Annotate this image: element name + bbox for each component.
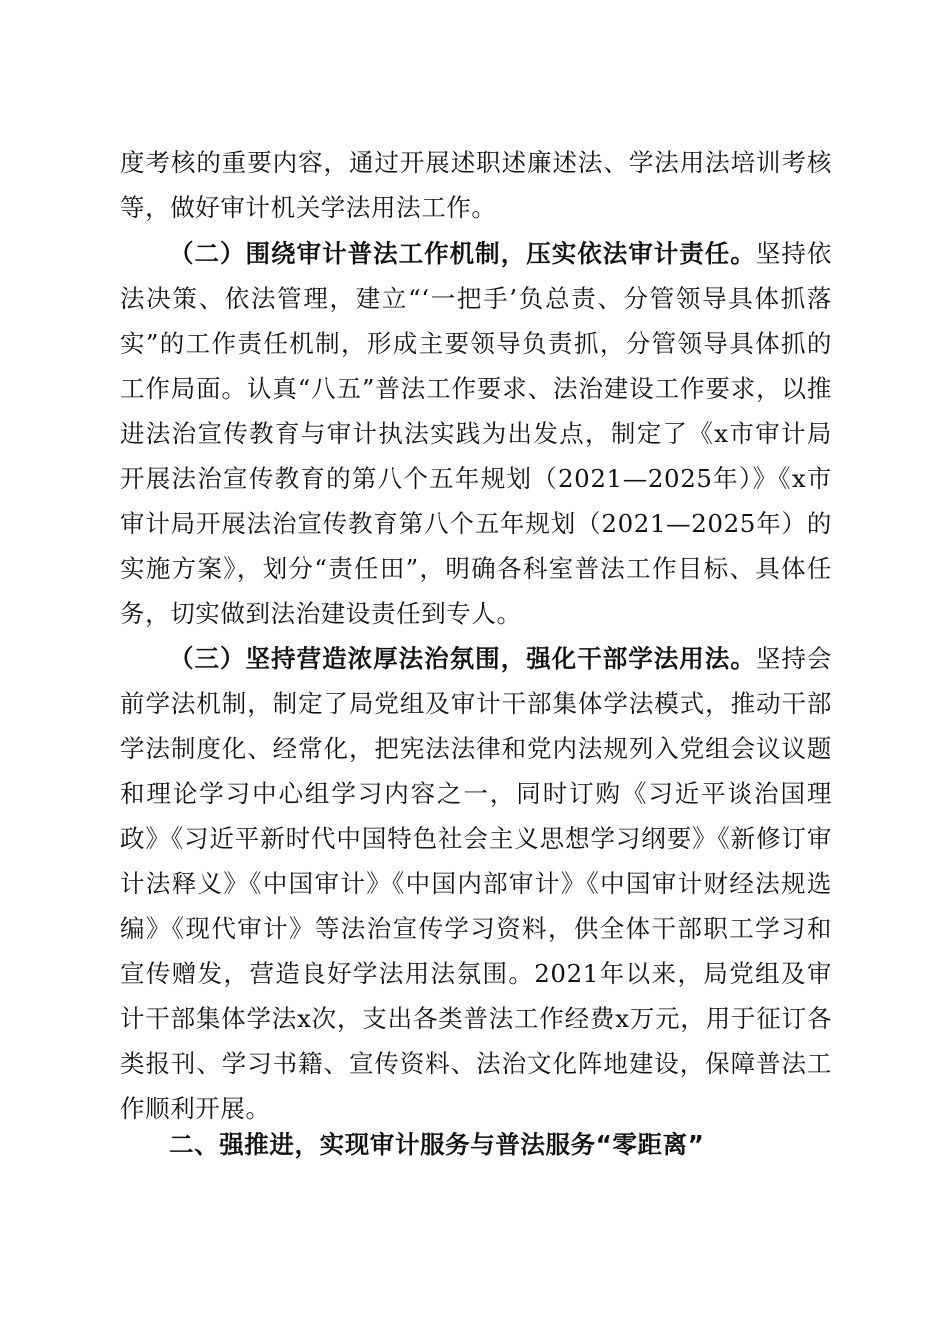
paragraph-1	[120, 140, 832, 230]
paragraph-2-text: 坚持依法决策、依法管理，建立“‘一把手’负总责、分管领导具体抓落实”的工作责任机制，形成主要领导负责抓，分管领导具体抓的工作局面。认真“八五”普法工作要求、法治建设工作要求，以推进法治宣传教育与审计执法实践为出发点，制定了《x市审计局开展法治宣传教育的第八个五年规划（2021—2025年）》《x市审计局开展法治宣传教育第八个五年规划（2021—2025年）的实施方案》，划分“责任田”，明确各科室普法工作目标、具体任务，切实做到法治建设责任到专人。	[120, 239, 832, 628]
section-heading: 二、强推进，实现审计服务与普法服务“零距离”	[169, 1130, 705, 1159]
paragraph-1-text: 度考核的重要内容，通过开展述职述廉述法、学法用法培训考核等，做好审计机关学法用法工作。	[120, 148, 832, 222]
paragraph-3-heading: （三）坚持营造浓厚法治氛围，强化干部学法用法。	[169, 644, 756, 673]
paragraph-2	[120, 231, 832, 636]
paragraph-2-heading: （二）围绕审计普法工作机制，压实依法审计责任。	[169, 239, 756, 268]
paragraph-3	[120, 636, 832, 1131]
paragraph-3-text: 坚持会前学法机制，制定了局党组及审计干部集体学法模式，推动干部学法制度化、经常化，把宪法法律和党内法规列入党组会议议题和理论学习中心组学习内容之一，同时订购《习近平谈治国理政》《习近平新时代中国特色社会主义思想学习纲要》《新修订审计法释义》《中国审计》《中国内部审计》《中国审计财经法规选编》《现代审计》等法治宣传学习资料，供全体干部职工学习和宣传赠发，营造良好学法用法氛围。2021年以来，局党组及审计干部集体学法x次，支出各类普法工作经费x万元，用于征订各类报刊、学习书籍、宣传资料、法治文化阵地建设，保障普法工作顺利开展。	[120, 644, 832, 1123]
